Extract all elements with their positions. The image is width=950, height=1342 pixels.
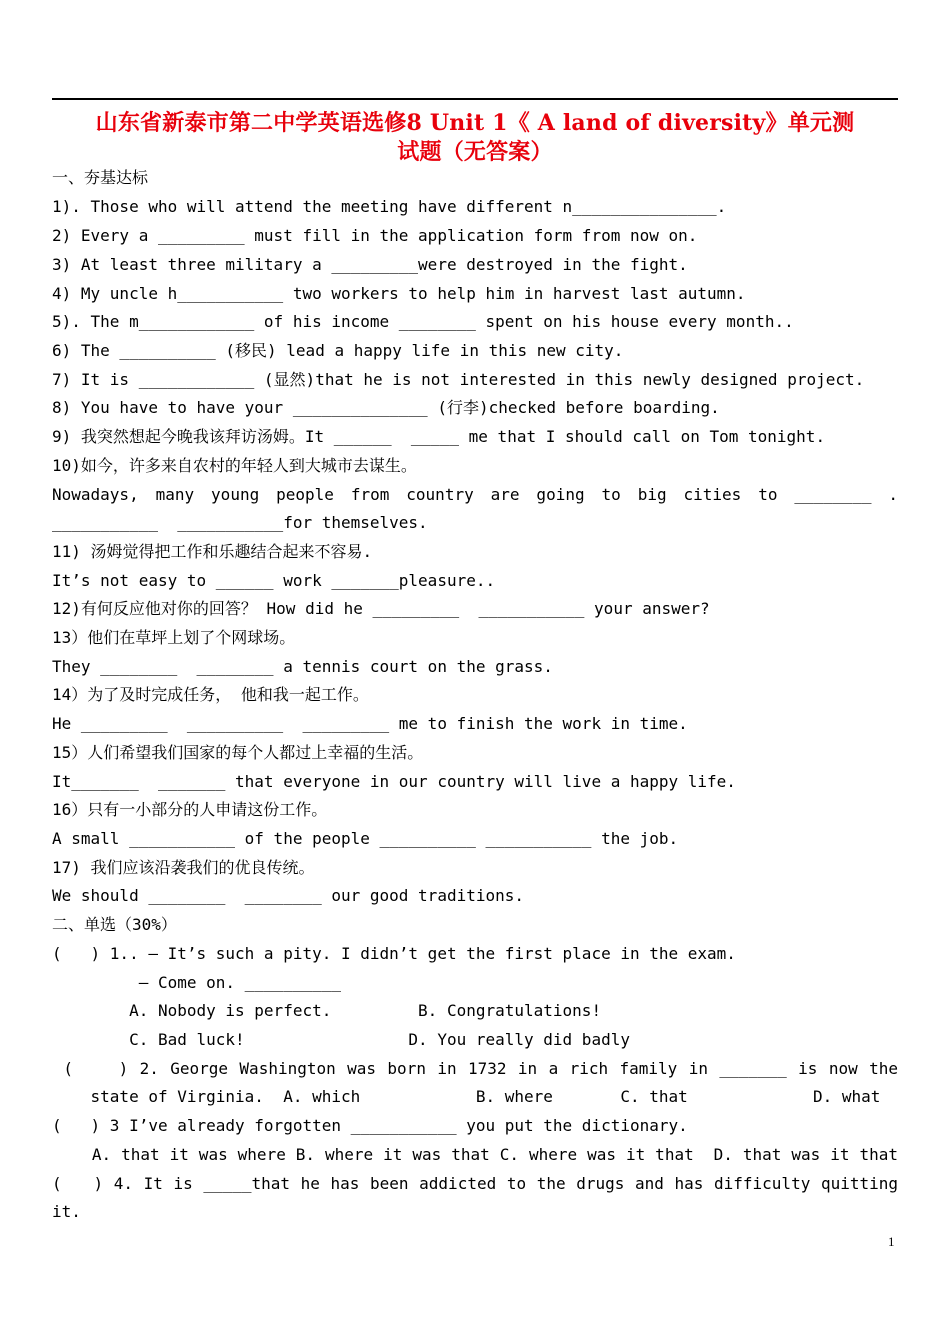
exercise-line: 9) 我突然想起今晚我该拜访汤姆。It ______ _____ me that I should call on Tom tonight. (52, 427, 826, 446)
exercise-line: It’s not easy to ______ work _______pleasure.. (52, 571, 496, 590)
exercise-line: 8) You have to have your ______________ (行李)checked before boarding. (52, 398, 720, 417)
document-title-line1: 山东省新泰市第二中学英语选修8 Unit 1《 A land of diversity》单元测 (95, 110, 855, 136)
exercise-line: 5). The m____________ of his income ________ spent on his house every month.. (52, 312, 794, 331)
exercise-line: A small ___________ of the people __________ ___________ the job. (52, 829, 679, 848)
header-rule (52, 98, 898, 100)
exercise-line: 4) My uncle h___________ two workers to help him in harvest last autumn. (52, 284, 746, 303)
option-line: A. that it was where B. where it was that C. where was it that D. that was it that (52, 1145, 898, 1164)
exercise-line: 13）他们在草坪上划了个网球场。 (52, 628, 296, 647)
exercise-line: We should ________ ________ our good traditions. (52, 886, 525, 905)
exercise-line: 1). Those who will attend the meeting have different n_______________. (52, 197, 727, 216)
exercise-line: 6) The __________ (移民) lead a happy life in this new city. (52, 341, 624, 360)
section-heading-1: 一、夯基达标 (52, 168, 149, 187)
exercise-line: 7) It is ____________ (显然)that he is not interested in this newly designed project. (52, 370, 865, 389)
exercise-line: 3) At least three military a _________were destroyed in the fight. (52, 255, 688, 274)
exercise-line: Nowadays, many young people from country are going to big cities to ________ . (52, 485, 898, 504)
exercise-line: 15）人们希望我们国家的每个人都过上幸福的生活。 (52, 743, 424, 762)
exercise-line: 17) 我们应该沿袭我们的优良传统。 (52, 858, 315, 877)
exercise-line: 2) Every a _________ must fill in the application form from now on. (52, 226, 698, 245)
exercise-line: 12)有何反应他对你的回答？ How did he _________ ___________ your answer? (52, 599, 710, 618)
question-line: ( ) 4. It is _____that he has been addicted to the drugs and has difficulty quitting (52, 1174, 898, 1193)
exercise-line: He _________ __________ _________ me to finish the work in time. (52, 714, 688, 733)
question-line: state of Virginia. A. which B. where C. that D. what (52, 1087, 881, 1106)
option-line: C. Bad luck! D. You really did badly (52, 1030, 630, 1049)
question-line: ( ) 1.. — It’s such a pity. I didn’t get the first place in the exam. (52, 944, 736, 963)
exercise-line: They ________ ________ a tennis court on the grass. (52, 657, 553, 676)
exercise-line: 16）只有一小部分的人申请这份工作。 (52, 800, 328, 819)
exercise-line: 10)如今，许多来自农村的年轻人到大城市去谋生。 (52, 456, 417, 475)
section-heading-2: 二、单选（30%） (52, 915, 177, 934)
exercise-line: It_______ _______ that everyone in our country will live a happy life. (52, 772, 736, 791)
question-line: ( ) 2. George Washington was born in 1732 in a rich family in _______ is now the (52, 1059, 898, 1078)
question-line: ( ) 3 I’ve already forgotten ___________ you put the dictionary. (52, 1116, 688, 1135)
page-number: 1 (888, 1234, 895, 1249)
option-line: A. Nobody is perfect. B. Congratulations! (52, 1001, 602, 1020)
exercise-line: ___________ ___________for themselves. (52, 513, 428, 532)
document-title-line2: 试题（无答案） (397, 139, 553, 165)
question-line: — Come on. __________ (52, 973, 341, 992)
exercise-line: 11) 汤姆觉得把工作和乐趣结合起来不容易. (52, 542, 373, 561)
question-line: it. (52, 1202, 81, 1221)
exercise-line: 14）为了及时完成任务， 他和我一起工作。 (52, 685, 369, 704)
